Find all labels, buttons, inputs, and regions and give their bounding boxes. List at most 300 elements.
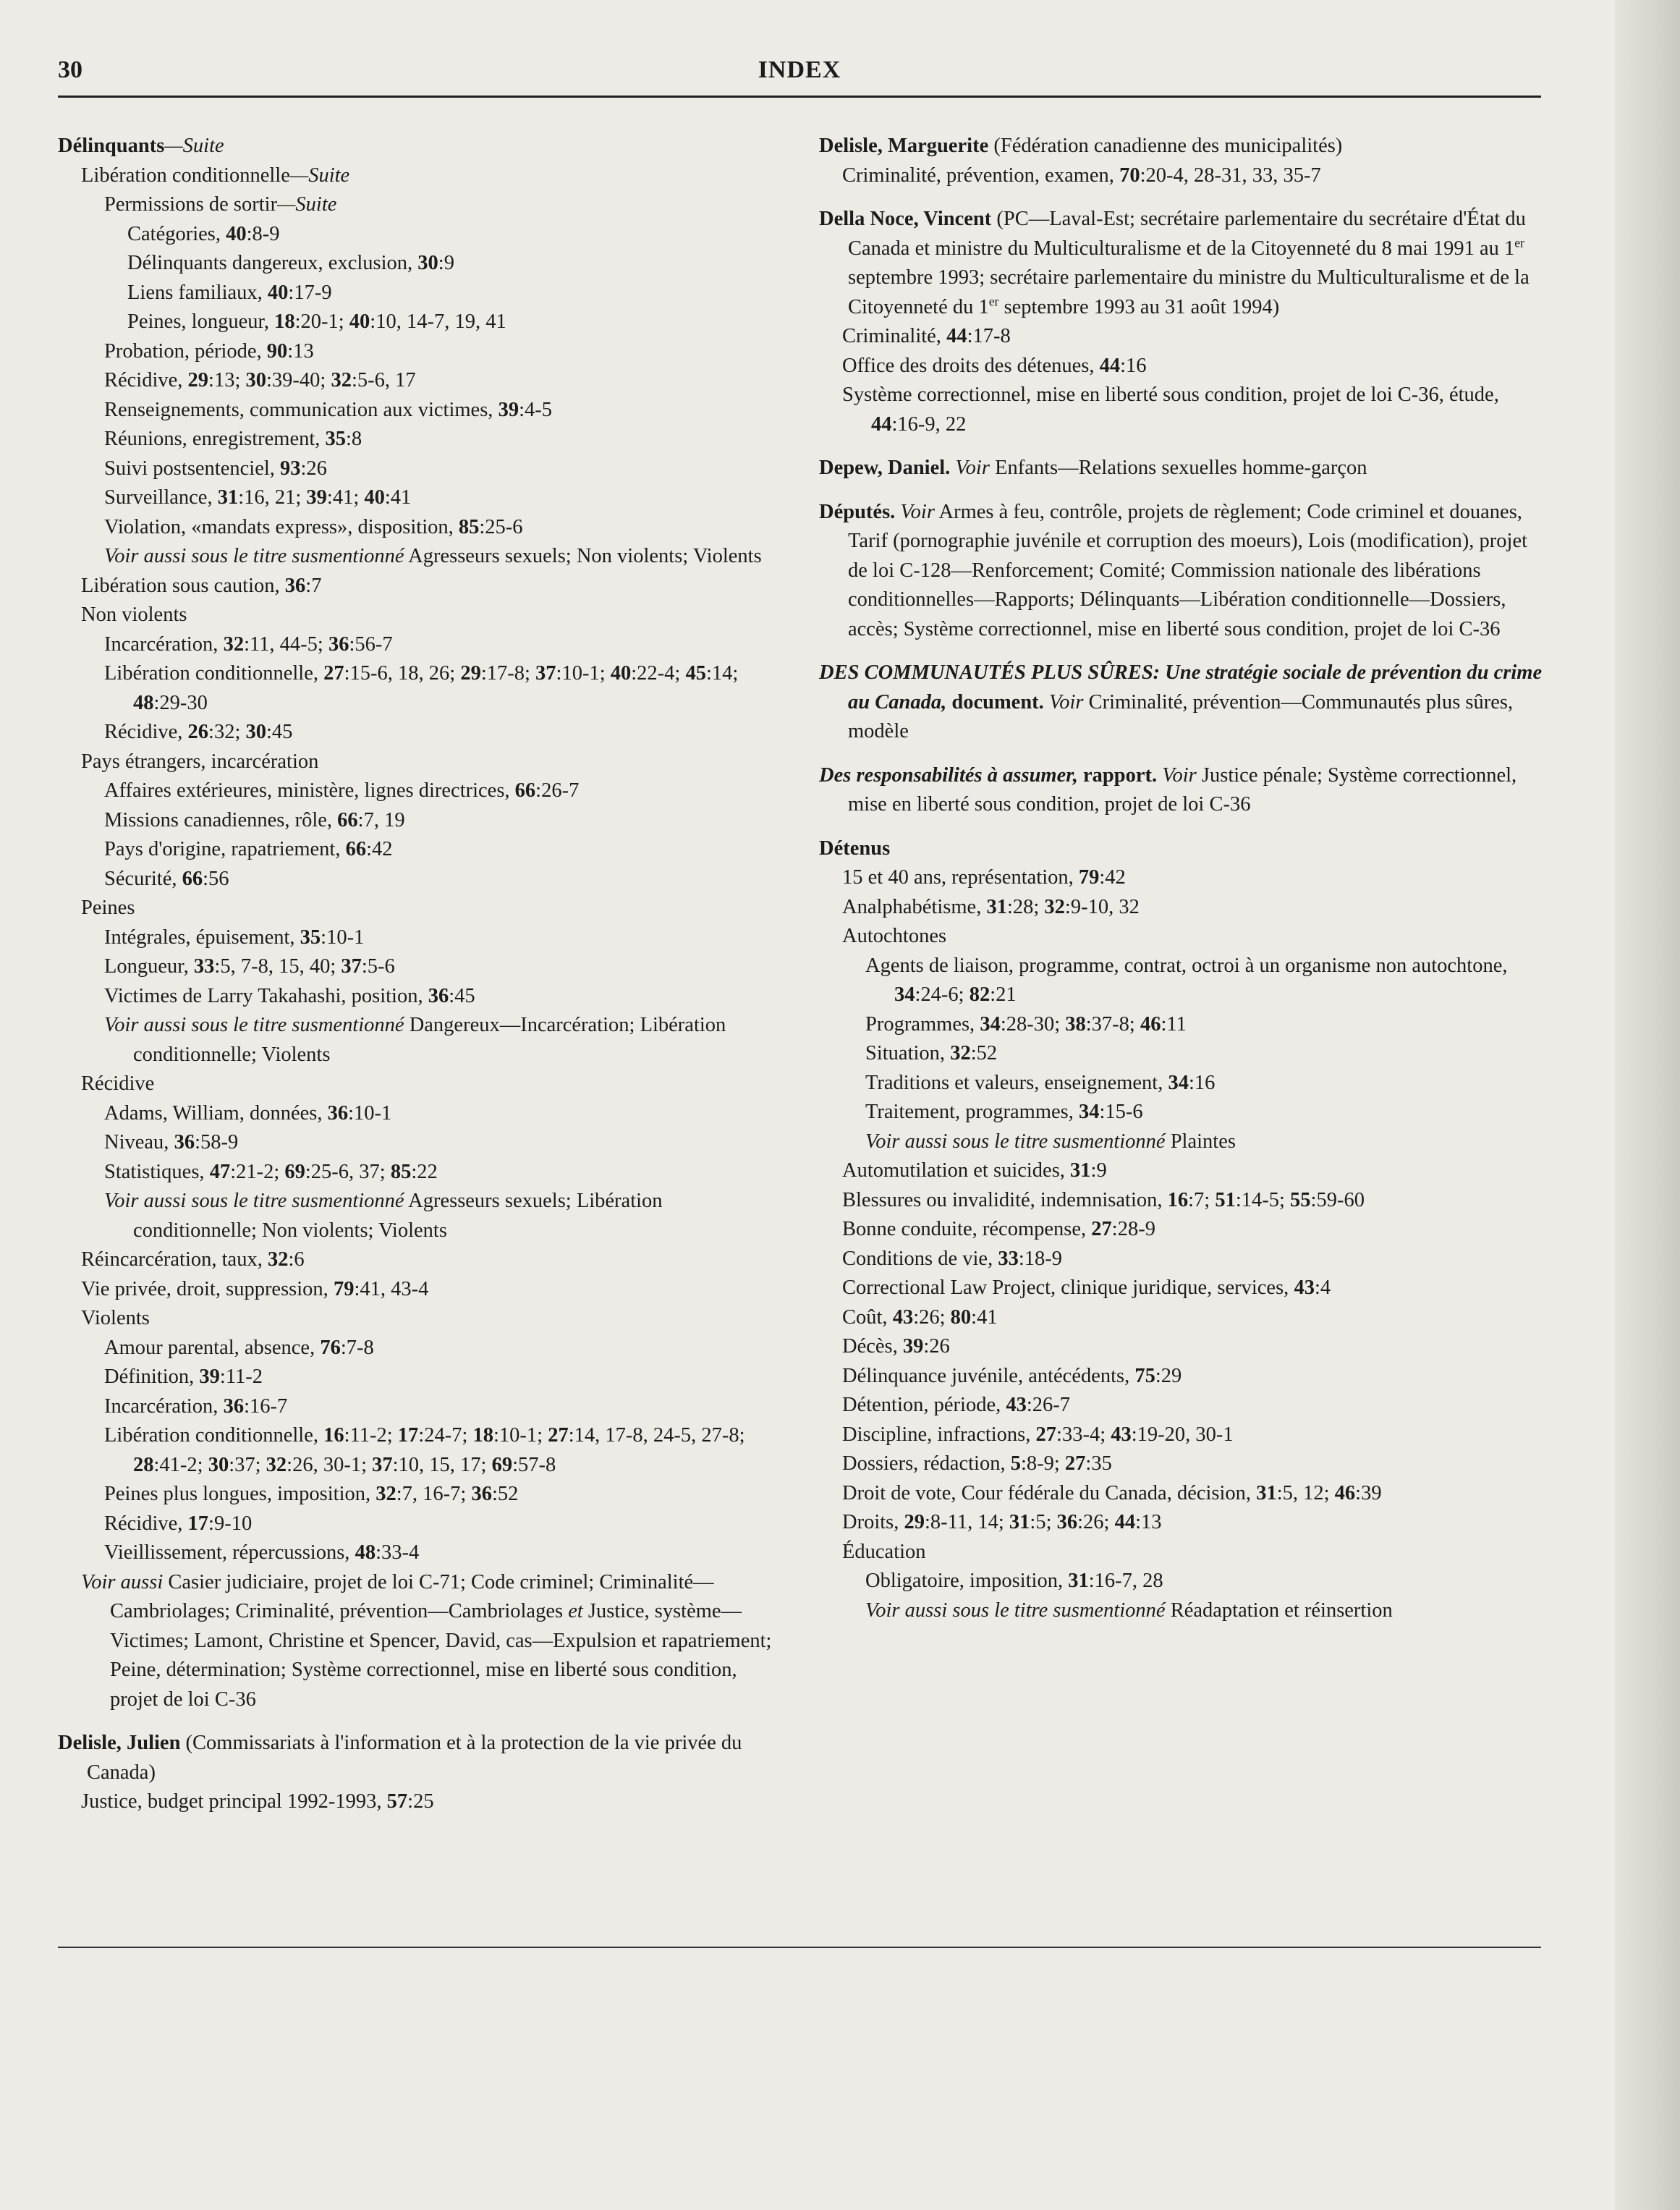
index-subentry (58, 630, 781, 660)
index-subentry (819, 1391, 1543, 1421)
index-subentry (819, 1215, 1543, 1245)
entry-text: —Suite (277, 193, 337, 216)
page-header (58, 56, 1541, 93)
entry-text: 31 (217, 486, 239, 509)
entry-text: Sécurité, (104, 867, 182, 890)
entry-text: Depew, Daniel. (819, 457, 951, 479)
entry-text: Violents (81, 1307, 150, 1329)
entry-text: :19-20, 30-1 (1131, 1423, 1234, 1446)
entry-text: 79 (1078, 866, 1100, 889)
entry-text: Voir (955, 457, 990, 479)
index-subentry (819, 1069, 1543, 1098)
entry-text: 43 (892, 1305, 914, 1329)
index-subentry (58, 1304, 781, 1334)
entry-text: :17-9 (288, 281, 332, 304)
entry-text: Voir aussi sous le titre susmentionné (865, 1599, 1166, 1622)
entry-text: document. (946, 690, 1044, 714)
entry-text: 44 (871, 412, 892, 436)
entry-text: :5-6, 17 (351, 369, 416, 391)
entry-text: :14; (705, 662, 739, 685)
entry-text: 38 (1065, 1012, 1086, 1036)
entry-text: :24-7; (418, 1424, 473, 1447)
entry-text: 34 (1078, 1101, 1100, 1123)
entry-text: 27 (323, 662, 344, 685)
entry-text: Justice pénale; Système correctionnel, mise en liberté sous condition, projet de loi C-36 (848, 763, 1517, 816)
entry-text: 37 (535, 662, 556, 685)
entry-text: Amour parental, absence, (104, 1336, 321, 1359)
entry-text: :24-6; (915, 983, 970, 1006)
entry-text: :41-2; (153, 1453, 208, 1476)
entry-text: :5, 7-8, 15, 40; (214, 955, 341, 978)
entry-text: 66 (182, 867, 203, 890)
entry-text: Automutilation et suicides, (842, 1159, 1071, 1182)
index-subentry (819, 952, 1543, 1010)
entry-text: Éducation (842, 1540, 926, 1563)
entry-text: 75 (1134, 1364, 1155, 1387)
entry-text: 51 (1215, 1188, 1236, 1211)
entry-text: septembre 1993 au 31 août 1994) (998, 295, 1280, 318)
entry-text: :7; (1188, 1188, 1216, 1211)
entry-text: :8-11, 14; (925, 1511, 1009, 1533)
entry-text: Missions canadiennes, rôle, (104, 808, 338, 831)
entry-text: Correctional Law Project, clinique juridique, services, (842, 1277, 1294, 1299)
entry-text: :58-9 (195, 1131, 239, 1153)
entry-text: :37; (229, 1453, 266, 1476)
entry-text: :9-10, 32 (1064, 895, 1140, 918)
entry-text (1044, 691, 1049, 714)
entry-text: 29 (460, 662, 481, 685)
entry-text: 31 (1070, 1159, 1091, 1182)
entry-text: —Suite (164, 135, 224, 157)
entry-text: Droit de vote, Cour fédérale du Canada, décision, (842, 1481, 1257, 1504)
index-heading (819, 498, 1543, 645)
entry-text: 18 (274, 310, 295, 333)
entry-text: 39 (306, 486, 327, 509)
entry-text: 43 (1111, 1423, 1132, 1446)
entry-text: :41; (326, 486, 365, 509)
index-subentry (58, 1568, 781, 1715)
entry-text: :10-1 (321, 926, 365, 949)
entry-text: :41 (971, 1305, 998, 1329)
entry-text: 32 (267, 1248, 289, 1271)
entry-text: 17 (397, 1424, 419, 1447)
entry-text: Peines (81, 897, 135, 919)
entry-text: :26 (923, 1335, 950, 1358)
entry-text: Voir aussi sous le titre susmentionné (865, 1130, 1166, 1153)
entry-text: 31 (986, 895, 1007, 918)
index-subentry (58, 337, 781, 367)
entry-text: :26; (1077, 1511, 1115, 1533)
index-subentry (58, 279, 781, 308)
entry-text: :10, 15, 17; (392, 1453, 492, 1476)
entry-text: Agresseurs sexuels; Non violents; Violents (404, 545, 762, 567)
entry-text: 34 (1168, 1071, 1189, 1094)
index-heading (58, 1729, 781, 1787)
index-subentry (819, 381, 1543, 439)
entry-text: Bonne conduite, récompense, (842, 1218, 1092, 1240)
entry-text: :10, 14-7, 19, 41 (370, 310, 506, 333)
entry-text: Criminalité, (842, 325, 947, 347)
entry-text: Della Noce, Vincent (819, 208, 992, 230)
entry-text: :9 (438, 252, 454, 274)
entry-text: :42 (1099, 866, 1126, 889)
entry-text: Députés. (819, 500, 896, 523)
entry-text: 69 (491, 1453, 513, 1476)
entry-text: Catégories, (127, 222, 226, 245)
entry-text: :32; (208, 721, 246, 743)
index-subentry (58, 952, 781, 982)
entry-text: :16-7, 28 (1088, 1570, 1163, 1592)
index-subentry (58, 1363, 781, 1392)
entry-text: Agresseurs sexuels; Libération conditionnelle; Non violents; Violents (133, 1190, 663, 1242)
entry-text: Vie privée, droit, suppression, (81, 1277, 334, 1300)
entry-text: 48 (355, 1541, 376, 1564)
entry-text: Peines plus longues, imposition, (104, 1483, 376, 1505)
entry-text: 43 (1294, 1277, 1315, 1299)
entry-text: Réunions, enregistrement, (104, 428, 326, 450)
entry-text: Incarcération, (104, 632, 224, 656)
entry-text: Conditions de vie, (842, 1247, 998, 1270)
index-subentry (58, 1158, 781, 1187)
index-subentry (58, 923, 781, 953)
entry-text: :21 (990, 983, 1017, 1006)
entry-text: 47 (209, 1160, 231, 1183)
index-subentry (58, 454, 781, 484)
entry-text: :59-60 (1310, 1188, 1365, 1211)
entry-text: 31 (1068, 1570, 1089, 1592)
entry-text: Délinquants (58, 135, 165, 157)
index-subentry (58, 982, 781, 1012)
entry-text: Peines, longueur, (127, 310, 275, 333)
entry-text: 39 (199, 1366, 220, 1388)
entry-text: Adams, William, données, (104, 1101, 328, 1125)
entry-text: Réincarcération, taux, (81, 1248, 268, 1271)
entry-text: Pays d'origine, rapatriement, (104, 838, 346, 860)
entry-text: 34 (980, 1012, 1001, 1036)
index-column-right (819, 132, 1543, 1625)
entry-text: 17 (187, 1512, 209, 1535)
entry-text: :25 (407, 1790, 434, 1813)
entry-text: 79 (333, 1277, 355, 1300)
page-title: INDEX (758, 56, 841, 83)
entry-text: Des responsabilités à assumer, (819, 763, 1078, 787)
entry-text: :29 (1155, 1364, 1182, 1387)
entry-text: 36 (327, 1101, 349, 1125)
index-subentry (58, 1480, 781, 1510)
entry-text: Libération conditionnelle, (104, 662, 324, 685)
index-subentry (58, 572, 781, 601)
entry-text: Justice, budget principal 1992-1993, (81, 1790, 387, 1813)
entry-text: 35 (300, 926, 321, 949)
entry-text: 43 (1006, 1394, 1027, 1416)
entry-text: 36 (284, 574, 306, 597)
entry-text: Niveau, (104, 1131, 174, 1153)
index-subentry (819, 1479, 1543, 1509)
entry-text: :16 (1188, 1071, 1216, 1094)
entry-text: Criminalité, prévention, examen, (842, 164, 1120, 187)
index-subentry (58, 1128, 781, 1158)
entry-text: 90 (266, 339, 288, 363)
entry-text: Probation, période, (104, 339, 267, 363)
entry-text: Délinquance juvénile, antécédents, (842, 1364, 1135, 1387)
entry-text: Libération sous caution, (81, 574, 285, 597)
index-heading (58, 132, 781, 161)
header-rule (58, 96, 1541, 98)
index-subentry (58, 1099, 781, 1129)
entry-text: 30 (245, 721, 267, 743)
entry-text: 32 (331, 369, 352, 391)
entry-text: :11-2 (219, 1366, 263, 1388)
entry-text: Agents de liaison, programme, contrat, octroi à un organisme non autochtone, (865, 954, 1508, 977)
entry-text: 80 (950, 1305, 972, 1329)
index-heading (819, 659, 1543, 747)
entry-text: :11-2; (344, 1424, 398, 1447)
entry-text: :11 (1161, 1012, 1187, 1036)
entry-text: Récidive, (104, 369, 188, 391)
entry-text: 44 (946, 325, 967, 347)
entry-text: 40 (364, 486, 385, 509)
index-subentry (819, 893, 1543, 923)
entry-text: Vieillissement, répercussions, (104, 1541, 355, 1564)
entry-text: :16 (1120, 354, 1147, 377)
entry-text: 45 (685, 662, 706, 685)
index-subentry (58, 308, 781, 337)
entry-text: 33 (193, 955, 215, 978)
entry-text: :25-6 (479, 515, 523, 538)
entry-text: DES COMMUNAUTÉS PLUS SÛRES: Une stratégie sociale de prévention du crime au Canada, (819, 661, 1543, 714)
index-subentry (819, 1567, 1543, 1596)
index-subentry (819, 1127, 1543, 1157)
entry-text: :10-1; (493, 1424, 548, 1447)
entry-text: Office des droits des détenues, (842, 354, 1100, 377)
entry-text: 70 (1119, 164, 1140, 187)
entry-text: Permissions de sortir (104, 193, 278, 216)
index-subentry (819, 1245, 1543, 1274)
entry-text: Renseignements, communication aux victimes, (104, 398, 499, 421)
entry-text: Blessures ou invalidité, indemnisation, (842, 1188, 1168, 1211)
index-subentry (58, 366, 781, 396)
entry-text: 39 (498, 398, 519, 421)
index-subentry (819, 1508, 1543, 1538)
entry-text: 18 (472, 1424, 493, 1447)
index-heading (819, 454, 1543, 483)
entry-text: 34 (894, 983, 915, 1006)
entry-text: Delisle, Julien (58, 1732, 181, 1754)
entry-text: Voir aussi sous le titre susmentionné (104, 545, 404, 567)
index-subentry (58, 483, 781, 513)
entry-text: 46 (1334, 1481, 1356, 1504)
entry-text: Libération conditionnelle, (104, 1424, 324, 1447)
entry-text: :21-2; (230, 1160, 285, 1183)
entry-text: (Commissariats à l'information et à la protection de la vie privée du Canada) (87, 1732, 742, 1784)
entry-text: :28-30; (1000, 1012, 1066, 1036)
entry-text: 30 (245, 369, 267, 391)
entry-text: :20-1; (294, 310, 349, 333)
entry-text: 48 (133, 691, 154, 714)
index-subentry (58, 1011, 781, 1070)
entry-text: 36 (223, 1394, 245, 1418)
index-subentry (58, 1187, 781, 1245)
index-subentry (58, 659, 781, 718)
entry-text: —Suite (289, 164, 350, 187)
index-subentry (819, 1039, 1543, 1069)
entry-text: Affaires extérieures, ministère, lignes directrices, (104, 779, 515, 802)
entry-text: 32 (223, 632, 245, 656)
index-subentry (58, 542, 781, 572)
entry-text: Voir (1048, 690, 1084, 714)
index-subentry (819, 352, 1543, 381)
entry-text: Statistiques, (104, 1160, 210, 1183)
entry-text: :8-9; (1020, 1452, 1065, 1475)
entry-text: Delisle, Marguerite (819, 135, 989, 157)
entry-text: Voir (1162, 763, 1197, 787)
entry-text: 27 (1091, 1218, 1112, 1240)
entry-text: Traditions et valeurs, enseignement, (865, 1071, 1168, 1094)
entry-text: 36 (174, 1131, 195, 1153)
entry-text: 28 (133, 1453, 154, 1476)
entry-text: :56 (203, 867, 229, 890)
entry-text: Casier judiciaire, projet de loi C-71; Code criminel; Criminalité—Cambriolages; Criminalité, prévention—Cambriolages (110, 1570, 714, 1622)
entry-text: :45 (449, 984, 475, 1007)
entry-text: (Fédération canadienne des municipalités) (988, 135, 1343, 157)
entry-text: 15 et 40 ans, représentation, (842, 866, 1079, 889)
index-subentry (819, 161, 1543, 191)
entry-text: septembre 1993; secrétaire parlementaire du ministre du Multiculturalisme et de la Citoyenneté du 1 (848, 266, 1530, 318)
entry-text: Pays étrangers, incarcération (81, 750, 319, 773)
entry-text: :9 (1090, 1159, 1107, 1182)
entry-text: 16 (1167, 1188, 1189, 1211)
index-subentry (58, 425, 781, 454)
entry-text: 32 (266, 1453, 287, 1476)
entry-text: Voir (900, 500, 935, 523)
entry-text: :13 (1135, 1511, 1162, 1533)
index-subentry (58, 806, 781, 836)
entry-text: Système correctionnel, mise en liberté sous condition, projet de loi C-36, étude, (842, 384, 1499, 406)
index-subentry (58, 718, 781, 748)
entry-text: 26 (187, 721, 209, 743)
index-subentry (58, 601, 781, 630)
index-subentry (58, 396, 781, 426)
entry-text: :7, 19 (357, 808, 405, 831)
entry-text: 37 (372, 1453, 393, 1476)
entry-text: :29-30 (153, 691, 208, 714)
entry-text: :52 (491, 1483, 519, 1505)
entry-text: 69 (284, 1160, 305, 1183)
entry-text: 36 (471, 1483, 492, 1505)
entry-text: Dossiers, rédaction, (842, 1452, 1011, 1475)
entry-text: (PC—Laval-Est; secrétaire parlementaire du secrétaire d'État du Canada et ministre du Multiculturalisme et de la Citoyenneté du 8 mai 1991 au 1 (848, 208, 1526, 260)
entry-text: Voir aussi sous le titre susmentionné (104, 1190, 404, 1212)
index-subentry (58, 190, 781, 220)
index-subentry (819, 1186, 1543, 1216)
index-subentry (819, 1596, 1543, 1626)
entry-text: :26-7 (535, 779, 580, 802)
entry-text: 36 (328, 632, 349, 656)
entry-text: :8 (346, 428, 362, 450)
entry-text: :11, 44-5; (244, 632, 328, 656)
entry-text: :33-4 (376, 1541, 420, 1564)
entry-text: Récidive, (104, 1512, 188, 1535)
entry-text: :26, 30-1; (287, 1453, 373, 1476)
entry-text: 40 (610, 662, 632, 685)
entry-text: :52 (970, 1042, 998, 1064)
index-subentry (58, 161, 781, 191)
index-subentry (819, 1449, 1543, 1479)
entry-text: 37 (341, 955, 362, 978)
index-subentry (58, 1334, 781, 1363)
entry-text: :18-9 (1018, 1247, 1062, 1270)
index-subentry (819, 1010, 1543, 1040)
entry-text: :41, 43-4 (354, 1277, 429, 1300)
index-subentry (819, 322, 1543, 352)
index-heading (819, 205, 1543, 322)
entry-text: Coût, (842, 1305, 893, 1329)
entry-text: Autochtones (842, 925, 947, 947)
entry-text: 93 (280, 457, 301, 480)
index-subentry (58, 748, 781, 777)
entry-text: 16 (323, 1424, 344, 1447)
index-subentry (58, 249, 781, 279)
entry-text: :5-6 (361, 955, 395, 978)
entry-text: 66 (514, 779, 536, 802)
index-subentry (819, 1098, 1543, 1127)
entry-text: :8-9 (246, 222, 280, 245)
index-subentry (58, 220, 781, 250)
entry-text: :22 (411, 1160, 438, 1183)
entry-text: :26 (300, 457, 327, 480)
index-subentry (58, 1070, 781, 1099)
entry-text: er (988, 294, 999, 308)
index-subentry (819, 1303, 1543, 1333)
entry-text: 36 (428, 984, 449, 1007)
entry-text: Justice, système—Victimes; Lamont, Christine et Spencer, David, cas—Expulsion et rapatriement; Peine, détermination; Système correctionnel, mise en liberté sous condition, projet de loi C-36 (110, 1600, 772, 1711)
entry-text: Plaintes (1165, 1130, 1236, 1153)
entry-text: 32 (376, 1483, 396, 1505)
entry-text: 46 (1140, 1012, 1161, 1036)
entry-text: 57 (386, 1790, 408, 1813)
index-subentry (58, 835, 781, 865)
entry-text: :16-9, 22 (891, 412, 967, 436)
entry-text: 32 (1044, 895, 1065, 918)
entry-text: :4-5 (519, 398, 552, 421)
entry-text: Décès, (842, 1335, 903, 1358)
entry-text: Traitement, programmes, (865, 1101, 1079, 1123)
entry-text: rapport. (1077, 763, 1158, 787)
entry-text: Analphabétisme, (842, 895, 987, 918)
entry-text: :13; (208, 369, 246, 391)
entry-text: :25-6, 37; (305, 1160, 391, 1183)
index-subentry (819, 1421, 1543, 1450)
entry-text: :28; (1006, 895, 1045, 918)
page-edge-shadow (1615, 0, 1680, 2210)
index-subentry (58, 1245, 781, 1275)
entry-text: 44 (1099, 354, 1121, 377)
entry-text: Violation, «mandats express», disposition, (104, 515, 459, 538)
entry-text: :9-10 (208, 1512, 253, 1535)
entry-text: Voir aussi sous le titre susmentionné (104, 1014, 404, 1036)
entry-text: er (1514, 235, 1525, 250)
index-heading (819, 834, 1543, 864)
entry-text: 85 (390, 1160, 412, 1183)
entry-text: :35 (1085, 1452, 1112, 1475)
entry-text: :6 (288, 1248, 305, 1271)
entry-text: :41 (384, 486, 412, 509)
entry-text: Victimes de Larry Takahashi, position, (104, 984, 428, 1007)
entry-text: Non violents (81, 604, 187, 626)
index-subentry (58, 1392, 781, 1422)
index-subentry (58, 1787, 781, 1817)
entry-text: 35 (325, 428, 347, 450)
